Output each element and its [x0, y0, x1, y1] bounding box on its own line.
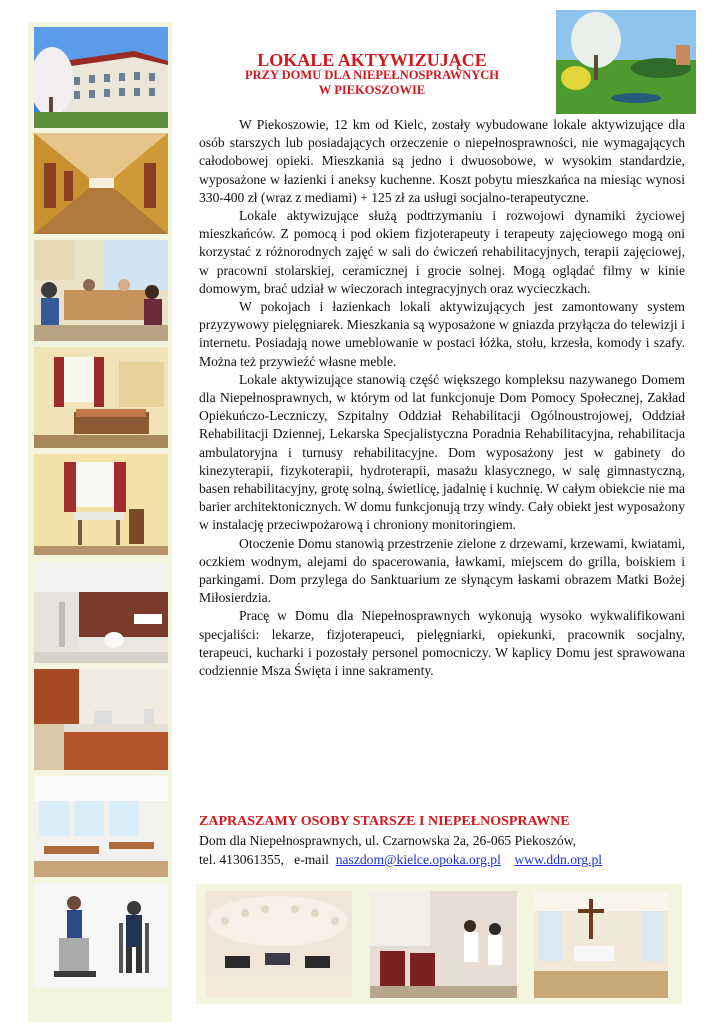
- invitation-headline: ZAPRASZAMY OSOBY STARSZE I NIEPEŁNOSPRAWNE: [199, 814, 570, 829]
- building-exterior-photo: [34, 27, 168, 128]
- email-label: e-mail: [294, 852, 329, 867]
- phone-text: tel. 413061355,: [199, 852, 284, 867]
- paragraph: Otoczenie Domu stanowią przestrzenie zielone z drzewami, krzewami, kwiatami, oczkiem wodnym, alejami do spacerowania, ławkami, miejscem do grilla, boiskiem i parkingami. Dom przylega do Sanktuarium ze słynącym łaskami obrazem Matki Bożej Miłosierdzia.: [199, 535, 685, 606]
- subtitle-line-1: PRZY DOMU DLA NIEPEŁNOSPRAWNYCH: [244, 68, 500, 82]
- kitchenette-photo: [34, 669, 168, 770]
- paragraph: Lokale aktywizujące stanowią część większego kompleksu nazywanego Domem dla Niepełnosprawnych, w którym od lat funkcjonuje Dom Pomocy Społecznej, Zakład Opiekuńczo-Leczniczy, Szpitalny Oddział Rehabilitacji Ogólnoustrojowej, Oddział Rehabilitacji Dziennej, Lekarska Specjalistyczna Poradnia Rehabilitacyjna, rehabilitacja ambulatoryjna i turnusy rehabilitacyjne. Dom wyposażony jest w gabinety do kinezyterapii, fizykoterapii, hydroterapii, masażu klasycznego, w salę gimnastyczną, basen rehabilitacyjny, grotę solną, świetlicę, jadalnię i kuchnię. W całym obiekcie nie ma barier architektonicznych. W domu funkcjonują trzy windy. Cały obiekt jest wyposażony w instalację przeciwpożarową i chroniony monitoringiem.: [199, 371, 685, 533]
- paragraph: Lokale aktywizujące służą podtrzymaniu i rozwojowi dynamiki życiowej mieszkańców. Z pomocą i pod okiem fizjoterapeuty i terapeuty zajęciowego mogą oni korzystać z różnorodnych zajęć w sali do ćwiczeń rehabilitacyjnych, terapii zajęciowej, w pracowni stolarskiej, ceramicznej i grocie solnej. Mogą oglądać filmy w kinie domowym, brać udział w wieczorach integracyjnych oraz wycieczkach.: [199, 208, 685, 296]
- address-line: Dom dla Niepełnosprawnych, ul. Czarnowska 2a, 26-065 Piekoszów,: [199, 833, 577, 848]
- activity-room-photo: [34, 240, 168, 341]
- rehabilitation-photo: [34, 883, 168, 988]
- paragraph: W Piekoszowie, 12 km od Kielc, zostały wybudowane lokale aktywizujące dla osób starszych lub posiadających orzeczenie o niepełnosprawności, nie wymagających całodobowej opieki. Mieszkania są jedno i dwuosobowe, w wysokim standardzie, wyposażone w łazienki i aneksy kuchenne. Koszt pobytu mieszkańca na miesiąc wynosi 330-400 zł (wraz z mediami) + 125 zł za usługi socjalno-terapeutyczne.: [199, 117, 685, 205]
- bathroom-photo: [34, 562, 168, 663]
- dining-hall-photo: [34, 776, 168, 877]
- corridor-photo: [34, 133, 168, 234]
- contact-line: [199, 850, 685, 869]
- room-table-photo: [34, 454, 168, 555]
- garden-photo: [556, 10, 696, 114]
- salt-cave-photo: [205, 891, 352, 998]
- paragraph: W pokojach i łazienkach lokali aktywizujących jest zamontowany system przyzywowy pielęgniarek. Mieszkania są wyposażone w gniazda przyłącza do telewizji i internetu. Posiadają nowe umeblowanie w postaci łóżka, stołu, krzesła, komody i szafy. Można też przywieźć własne meble.: [199, 299, 685, 369]
- page-title: LOKALE AKTYWIZUJĄCE: [257, 50, 487, 70]
- chapel-photo: [534, 891, 668, 998]
- subtitle-line-2: W PIEKOSZOWIE: [318, 83, 426, 97]
- therapy-room-photo: [370, 891, 517, 998]
- contact-block: [199, 812, 685, 869]
- article-body: [199, 116, 685, 680]
- paragraph: Pracę w Domu dla Niepełnosprawnych wykonują wysoko wykwalifikowani specjaliści: lekarze, fizjoterapeuci, pielęgniarki, opiekunki, pracownik socjalny, terapeuci, kucharki i pozostały personel pomocniczy. W kaplicy Domu jest sprawowana codziennie Msza Święta i inne sakramenty.: [199, 608, 685, 679]
- website-link[interactable]: www.ddn.org.pl: [514, 852, 603, 867]
- email-link[interactable]: naszdom@kielce.opoka.org.pl: [335, 852, 501, 867]
- bedroom-photo: [34, 347, 168, 448]
- page-subtitle: [196, 68, 548, 98]
